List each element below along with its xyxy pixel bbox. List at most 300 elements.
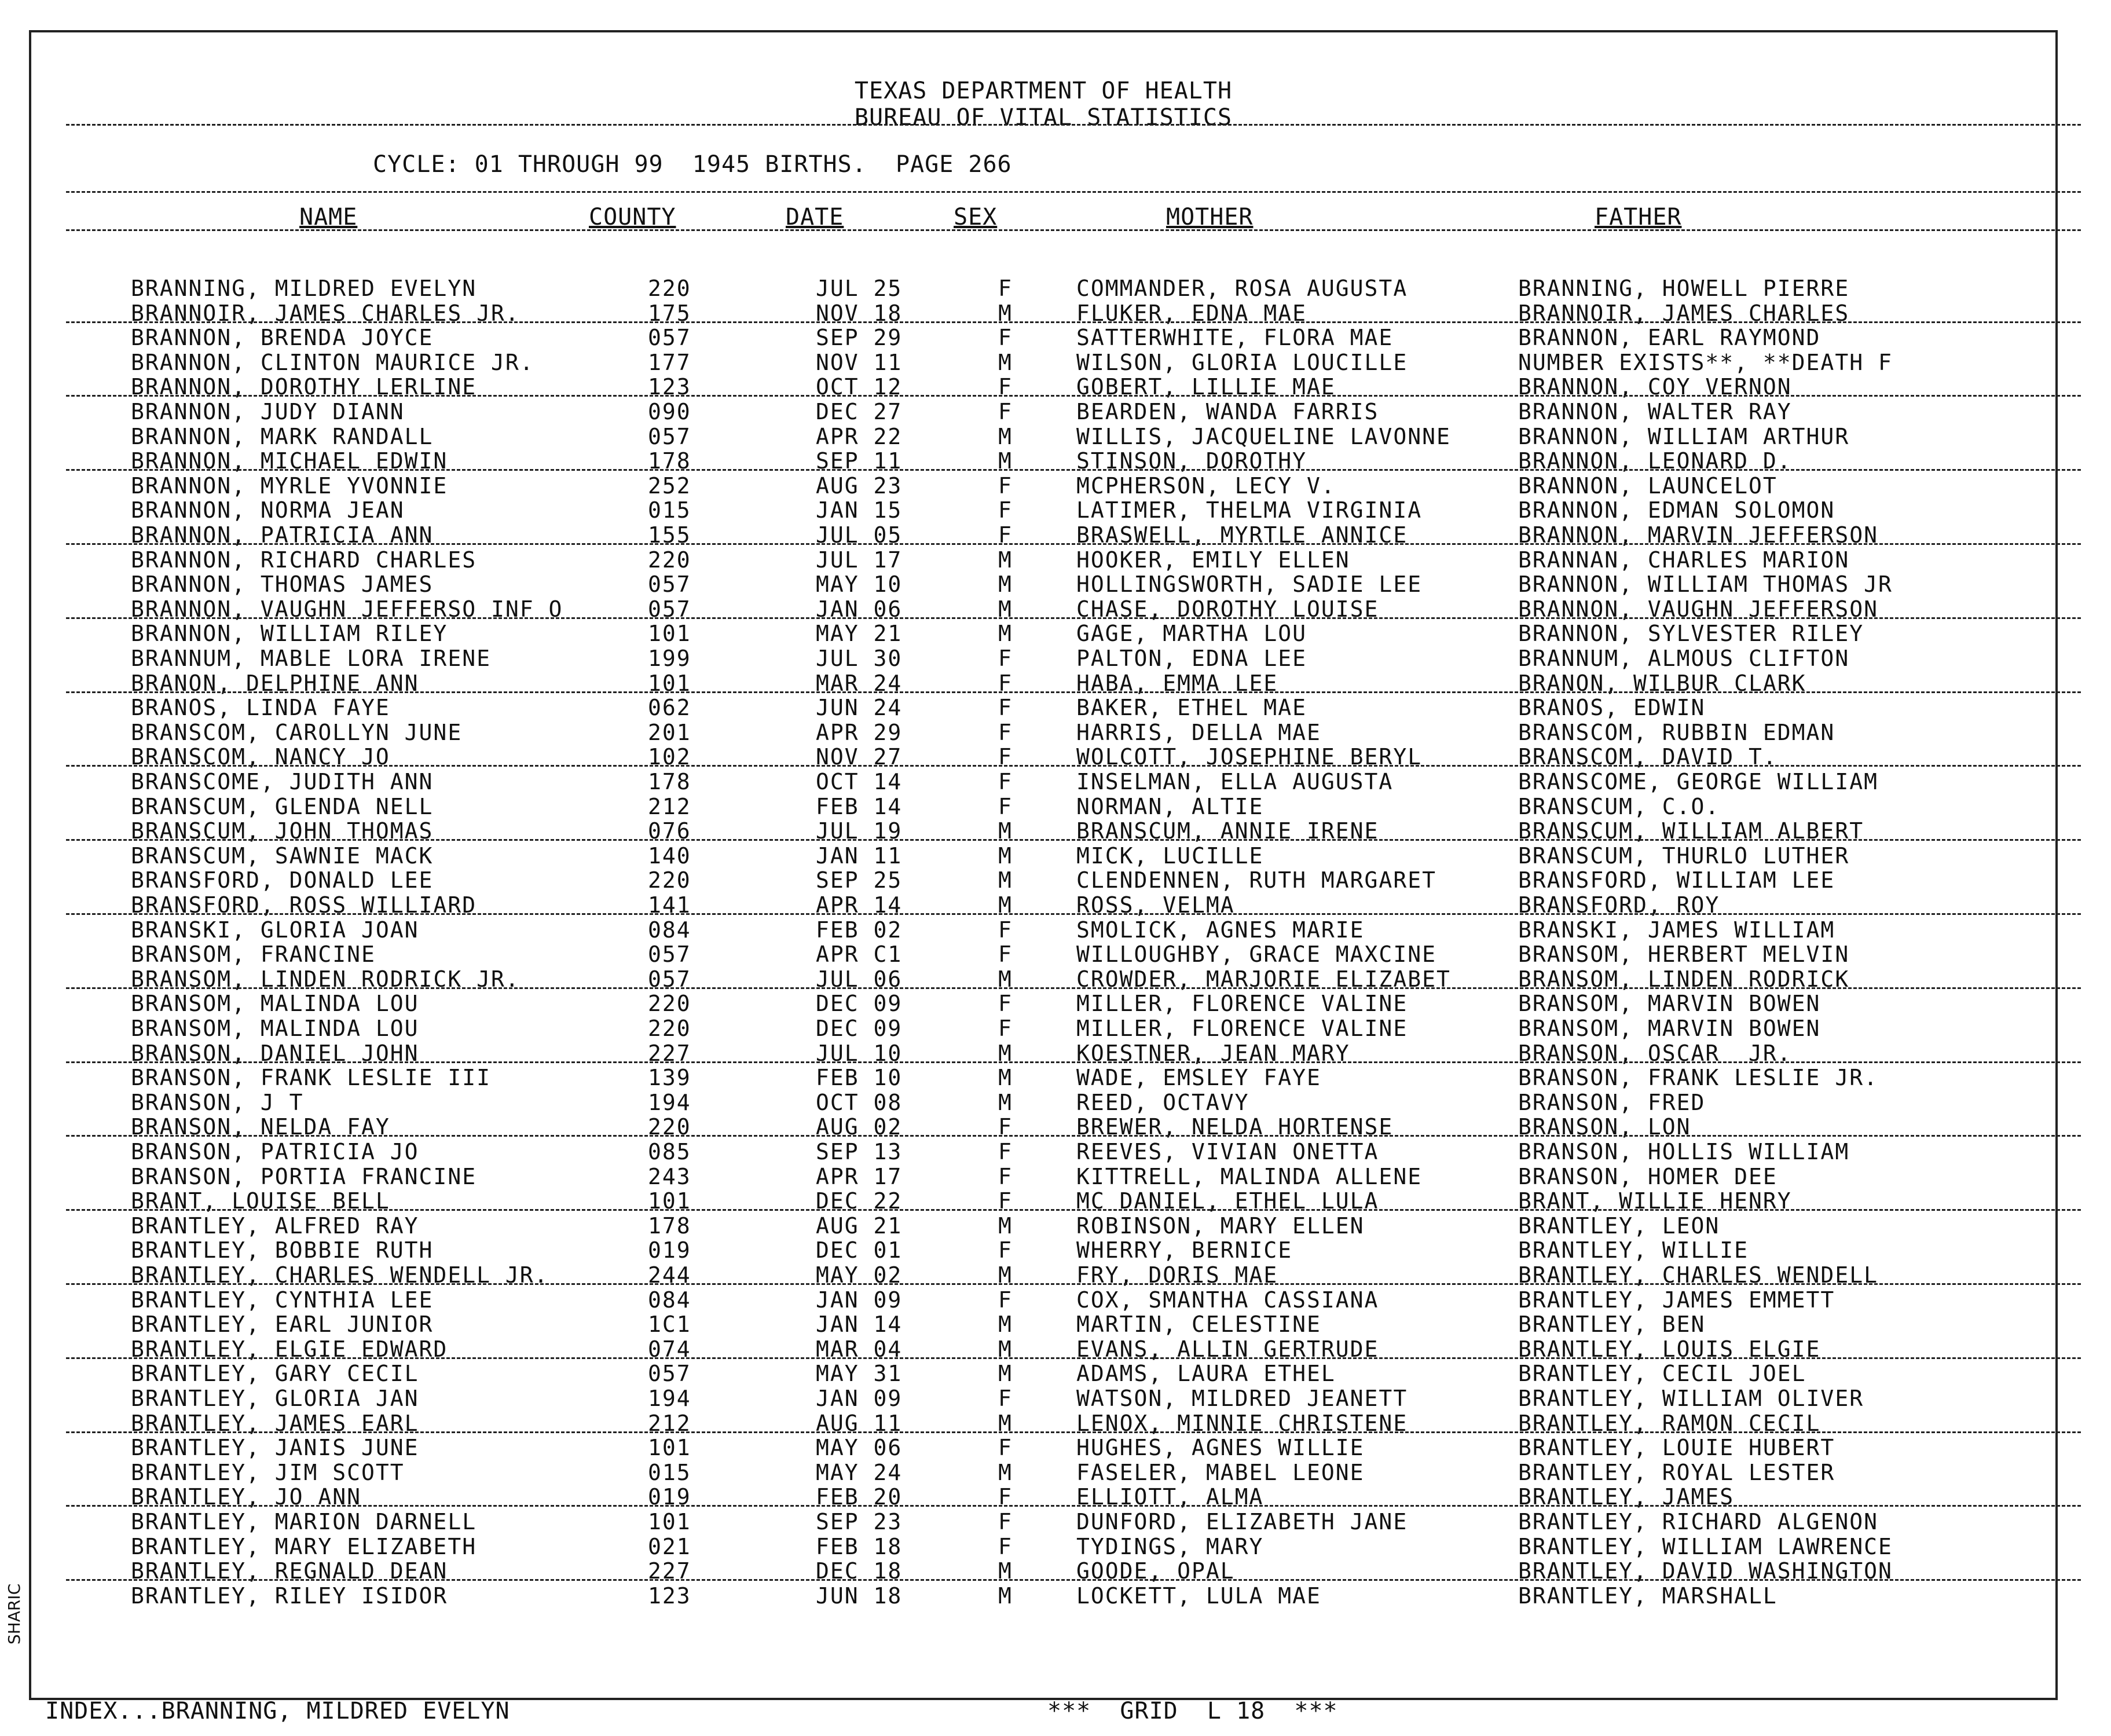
cell-date: FEB 02	[816, 917, 903, 943]
cell-date: FEB 20	[816, 1484, 903, 1510]
cell-date: AUG 21	[816, 1213, 903, 1239]
cell-sex: F	[998, 942, 1013, 968]
cell-sex: M	[998, 1336, 1013, 1362]
cell-date: MAY 31	[816, 1361, 903, 1387]
cell-county: 084	[648, 917, 691, 943]
table-row	[31, 1583, 2055, 1608]
cell-name: BRANTLEY, REGNALD DEAN	[131, 1558, 448, 1584]
cell-name: BRANTLEY, ALFRED RAY	[131, 1213, 419, 1239]
table-row	[31, 1139, 2055, 1164]
cell-county: 057	[648, 572, 691, 598]
table-row	[31, 473, 2055, 498]
column-header-father: FATHER	[1595, 204, 1682, 230]
cell-sex: M	[998, 1262, 1013, 1288]
cell-mother: TYDINGS, MARY	[1076, 1533, 1264, 1559]
cell-mother: WILLOUGHBY, GRACE MAXCINE	[1076, 942, 1436, 968]
cell-county: 101	[648, 621, 691, 647]
cell-sex: M	[998, 1361, 1013, 1387]
cell-father: BRANSOM, LINDEN RODRICK	[1518, 966, 1850, 992]
cell-date: APR 17	[816, 1163, 903, 1189]
cell-father: NUMBER EXISTS**, **DEATH F	[1518, 349, 1893, 375]
row-divider	[66, 1357, 2081, 1359]
cell-county: 199	[648, 646, 691, 671]
cell-name: BRANTLEY, CYNTHIA LEE	[131, 1287, 434, 1313]
cell-date: NOV 27	[816, 744, 903, 770]
cell-sex: M	[998, 448, 1013, 474]
cell-mother: MC DANIEL, ETHEL LULA	[1076, 1188, 1379, 1214]
table-row	[31, 350, 2055, 375]
cell-date: JUL 10	[816, 1040, 903, 1066]
cell-date: OCT 14	[816, 769, 903, 794]
cell-date: DEC 09	[816, 1016, 903, 1041]
cell-father: BRANNON, WILLIAM THOMAS JR	[1518, 572, 1893, 598]
cell-father: BRANSON, OSCAR JR.	[1518, 1040, 1792, 1066]
cell-date: JAN 09	[816, 1287, 903, 1313]
cell-date: FEB 18	[816, 1533, 903, 1559]
cell-father: BRANTLEY, LEON	[1518, 1213, 1720, 1239]
cell-father: BRANT, WILLIE HENRY	[1518, 1188, 1792, 1214]
cell-father: BRANNON, SYLVESTER RILEY	[1518, 621, 1864, 647]
table-row	[31, 572, 2055, 596]
cell-sex: M	[998, 300, 1013, 326]
cell-father: BRANSKI, JAMES WILLIAM	[1518, 917, 1835, 943]
cell-county: 227	[648, 1558, 691, 1584]
cell-father: BRANNUM, ALMOUS CLIFTON	[1518, 646, 1850, 671]
table-row	[31, 843, 2055, 868]
row-divider	[66, 1505, 2081, 1507]
cell-sex: M	[998, 423, 1013, 449]
cell-county: 220	[648, 1114, 691, 1140]
cell-father: BRANSCUM, C.O.	[1518, 793, 1720, 819]
cell-mother: REEVES, VIVIAN ONETTA	[1076, 1139, 1379, 1164]
cell-mother: HOOKER, EMILY ELLEN	[1076, 547, 1350, 573]
cell-father: BRANOS, EDWIN	[1518, 695, 1706, 721]
cell-county: 021	[648, 1533, 691, 1559]
cell-county: 194	[648, 1386, 691, 1411]
cell-name: BRANTLEY, CHARLES WENDELL JR.	[131, 1262, 549, 1288]
cell-name: BRANSON, FRANK LESLIE III	[131, 1065, 491, 1091]
cell-sex: F	[998, 769, 1013, 794]
cell-date: JAN 11	[816, 843, 903, 869]
cell-county: 220	[648, 276, 691, 301]
cell-date: AUG 23	[816, 473, 903, 499]
cell-mother: SMOLICK, AGNES MARIE	[1076, 917, 1365, 943]
cell-mother: FLUKER, EDNA MAE	[1076, 300, 1307, 326]
cell-date: MAR 24	[816, 670, 903, 696]
row-divider	[66, 321, 2081, 323]
cell-sex: M	[998, 572, 1013, 598]
cell-county: 019	[648, 1237, 691, 1263]
cell-name: BRANSCUM, GLENDA NELL	[131, 793, 434, 819]
cell-county: 212	[648, 1410, 691, 1436]
table-row	[31, 1386, 2055, 1411]
cell-mother: MCPHERSON, LECY V.	[1076, 473, 1336, 499]
cell-date: JUN 24	[816, 695, 903, 721]
cell-county: 062	[648, 695, 691, 721]
cell-name: BRANSON, J T	[131, 1089, 304, 1115]
cell-mother: CLENDENNEN, RUTH MARGARET	[1076, 867, 1436, 893]
cell-county: 139	[648, 1065, 691, 1091]
cell-name: BRANTLEY, GARY CECIL	[131, 1361, 419, 1387]
cell-sex: M	[998, 843, 1013, 869]
cell-date: JUL 30	[816, 646, 903, 671]
cell-date: AUG 02	[816, 1114, 903, 1140]
cell-name: BRANTLEY, GLORIA JAN	[131, 1386, 419, 1411]
cell-name: BRANON, DELPHINE ANN	[131, 670, 419, 696]
cell-county: 220	[648, 547, 691, 573]
column-header-mother: MOTHER	[1166, 204, 1254, 230]
cell-date: OCT 12	[816, 374, 903, 400]
cell-father: BRANTLEY, WILLIE	[1518, 1237, 1749, 1263]
cell-date: JUL 25	[816, 276, 903, 301]
cell-county: 090	[648, 399, 691, 424]
cell-name: BRANSCOME, JUDITH ANN	[131, 769, 434, 794]
cell-date: MAR 04	[816, 1336, 903, 1362]
cell-sex: M	[998, 1558, 1013, 1584]
row-divider	[66, 1431, 2081, 1433]
cell-name: BRANSOM, MALINDA LOU	[131, 991, 419, 1017]
cell-mother: GOBERT, LILLIE MAE	[1076, 374, 1336, 400]
cell-sex: F	[998, 325, 1013, 351]
cell-sex: F	[998, 1114, 1013, 1140]
cell-mother: HABA, EMMA LEE	[1076, 670, 1278, 696]
cell-name: BRANSFORD, DONALD LEE	[131, 867, 434, 893]
cell-date: NOV 18	[816, 300, 903, 326]
cell-sex: M	[998, 349, 1013, 375]
cell-name: BRANSOM, MALINDA LOU	[131, 1016, 419, 1041]
table-row	[31, 867, 2055, 892]
cell-sex: F	[998, 793, 1013, 819]
cell-county: 057	[648, 966, 691, 992]
cell-name: BRANNING, MILDRED EVELYN	[131, 276, 477, 301]
cell-name: BRANNON, THOMAS JAMES	[131, 572, 434, 598]
row-divider	[66, 1061, 2081, 1063]
cell-name: BRANTLEY, JAMES EARL	[131, 1410, 419, 1436]
bureau-title: BUREAU OF VITAL STATISTICS	[854, 104, 1233, 131]
cell-sex: M	[998, 1089, 1013, 1115]
table-row	[31, 1016, 2055, 1041]
cell-mother: INSELMAN, ELLA AUGUSTA	[1076, 769, 1394, 794]
cell-father: BRANTLEY, DAVID WASHINGTON	[1518, 1558, 1893, 1584]
cell-sex: M	[998, 818, 1013, 844]
cell-name: BRANNON, PATRICIA ANN	[131, 522, 434, 548]
row-divider	[66, 617, 2081, 619]
cell-father: BRANTLEY, CECIL JOEL	[1518, 1361, 1806, 1387]
cell-mother: FRY, DORIS MAE	[1076, 1262, 1278, 1288]
cell-mother: ROBINSON, MARY ELLEN	[1076, 1213, 1365, 1239]
cell-name: BRANSON, NELDA FAY	[131, 1114, 390, 1140]
cell-county: 057	[648, 423, 691, 449]
cell-name: BRANSCOM, NANCY JO	[131, 744, 390, 770]
cell-father: BRANNON, MARVIN JEFFERSON	[1518, 522, 1878, 548]
cell-mother: STINSON, DOROTHY	[1076, 448, 1307, 474]
table-row	[31, 1213, 2055, 1238]
cell-county: 057	[648, 596, 691, 622]
table-row	[31, 1435, 2055, 1460]
table-row	[31, 276, 2055, 301]
cell-name: BRANSOM, FRANCINE	[131, 942, 376, 968]
cell-date: SEP 11	[816, 448, 903, 474]
row-divider	[66, 1209, 2081, 1211]
cell-county: 101	[648, 1188, 691, 1214]
cell-sex: M	[998, 596, 1013, 622]
cell-county: 084	[648, 1287, 691, 1313]
cell-county: 1C1	[648, 1312, 691, 1338]
cell-date: JAN 06	[816, 596, 903, 622]
row-divider	[66, 987, 2081, 989]
cell-date: JAN 15	[816, 497, 903, 523]
cell-mother: EVANS, ALLIN GERTRUDE	[1076, 1336, 1379, 1362]
cell-mother: MILLER, FLORENCE VALINE	[1076, 991, 1408, 1017]
cell-father: BRANNON, COY VERNON	[1518, 374, 1792, 400]
cell-father: BRANON, WILBUR CLARK	[1518, 670, 1806, 696]
cell-county: 057	[648, 1361, 691, 1387]
table-row	[31, 1534, 2055, 1559]
cell-mother: GOODE, OPAL	[1076, 1558, 1235, 1584]
cell-date: JUL 05	[816, 522, 903, 548]
cell-sex: F	[998, 1435, 1013, 1461]
cell-mother: LOCKETT, LULA MAE	[1076, 1583, 1321, 1609]
cell-name: BRANSON, PORTIA FRANCINE	[131, 1163, 477, 1189]
table-row	[31, 1312, 2055, 1336]
cell-mother: KITTRELL, MALINDA ALLENE	[1076, 1163, 1423, 1189]
cell-date: JAN 14	[816, 1312, 903, 1338]
cell-date: FEB 10	[816, 1065, 903, 1091]
cell-name: BRANNON, JUDY DIANN	[131, 399, 405, 424]
cell-sex: F	[998, 1509, 1013, 1534]
cell-sex: M	[998, 1040, 1013, 1066]
cell-sex: F	[998, 399, 1013, 424]
cell-sex: F	[998, 1139, 1013, 1164]
cell-sex: M	[998, 1213, 1013, 1239]
cell-mother: WILSON, GLORIA LOUCILLE	[1076, 349, 1408, 375]
cell-father: BRANSCOM, DAVID T.	[1518, 744, 1778, 770]
cell-sex: F	[998, 1237, 1013, 1263]
cell-father: BRANTLEY, JAMES	[1518, 1484, 1735, 1510]
row-divider	[66, 469, 2081, 471]
cell-county: 101	[648, 670, 691, 696]
cell-mother: COX, SMANTHA CASSIANA	[1076, 1287, 1379, 1313]
cell-mother: HARRIS, DELLA MAE	[1076, 719, 1321, 745]
cell-name: BRANSON, PATRICIA JO	[131, 1139, 419, 1164]
cell-date: FEB 14	[816, 793, 903, 819]
cell-name: BRANSCOM, CAROLLYN JUNE	[131, 719, 463, 745]
cell-sex: F	[998, 1016, 1013, 1041]
cell-sex: F	[998, 670, 1013, 696]
cell-sex: F	[998, 917, 1013, 943]
cell-date: APR 29	[816, 719, 903, 745]
table-row	[31, 1509, 2055, 1534]
cell-name: BRANSKI, GLORIA JOAN	[131, 917, 419, 943]
cell-name: BRANSOM, LINDEN RODRICK JR.	[131, 966, 520, 992]
cell-county: 085	[648, 1139, 691, 1164]
cell-name: BRANTLEY, RILEY ISIDOR	[131, 1583, 448, 1609]
cell-date: APR C1	[816, 942, 903, 968]
grid-footer: *** GRID L 18 ***	[1047, 1698, 1338, 1724]
cell-mother: BEARDEN, WANDA FARRIS	[1076, 399, 1379, 424]
cell-name: BRANTLEY, ELGIE EDWARD	[131, 1336, 448, 1362]
cell-father: BRANSON, LON	[1518, 1114, 1691, 1140]
cell-sex: M	[998, 1065, 1013, 1091]
table-row	[31, 769, 2055, 794]
cell-county: 227	[648, 1040, 691, 1066]
cell-name: BRANNON, DOROTHY LERLINE	[131, 374, 477, 400]
cell-father: BRANNON, WILLIAM ARTHUR	[1518, 423, 1850, 449]
cell-mother: WATSON, MILDRED JEANETT	[1076, 1386, 1408, 1411]
cell-name: BRANTLEY, EARL JUNIOR	[131, 1312, 434, 1338]
cell-name: BRANSON, DANIEL JOHN	[131, 1040, 419, 1066]
cell-sex: F	[998, 695, 1013, 721]
cell-mother: NORMAN, ALTIE	[1076, 793, 1264, 819]
side-label: SHARIC	[5, 1583, 24, 1645]
cell-sex: F	[998, 374, 1013, 400]
cell-father: BRANNON, EDMAN SOLOMON	[1518, 497, 1835, 523]
cell-name: BRANNON, CLINTON MAURICE JR.	[131, 349, 534, 375]
table-row	[31, 720, 2055, 745]
table-row	[31, 621, 2055, 646]
cell-father: BRANTLEY, LOUIS ELGIE	[1518, 1336, 1821, 1362]
cell-mother: LENOX, MINNIE CHRISTENE	[1076, 1410, 1408, 1436]
table-row	[31, 1460, 2055, 1485]
cell-county: 101	[648, 1435, 691, 1461]
column-header-date: DATE	[786, 204, 844, 230]
cell-county: 201	[648, 719, 691, 745]
cell-mother: SATTERWHITE, FLORA MAE	[1076, 325, 1394, 351]
cell-date: OCT 08	[816, 1089, 903, 1115]
cell-county: 244	[648, 1262, 691, 1288]
cell-sex: M	[998, 1312, 1013, 1338]
cell-name: BRANSFORD, ROSS WILLIARD	[131, 892, 477, 918]
table-row	[31, 325, 2055, 350]
cell-name: BRANTLEY, JIM SCOTT	[131, 1459, 405, 1485]
cell-name: BRANNON, WILLIAM RILEY	[131, 621, 448, 647]
cell-name: BRANTLEY, MARY ELIZABETH	[131, 1533, 477, 1559]
cell-date: MAY 10	[816, 572, 903, 598]
divider	[66, 229, 2081, 231]
cell-county: 175	[648, 300, 691, 326]
cell-county: 194	[648, 1089, 691, 1115]
row-divider	[66, 395, 2081, 397]
cell-father: BRANSOM, HERBERT MELVIN	[1518, 942, 1850, 968]
cell-mother: BRANSCUM, ANNIE IRENE	[1076, 818, 1379, 844]
table-row	[31, 917, 2055, 942]
cell-name: BRANNUM, MABLE LORA IRENE	[131, 646, 491, 671]
cell-sex: F	[998, 991, 1013, 1017]
cell-county: 141	[648, 892, 691, 918]
row-divider	[66, 765, 2081, 767]
cell-father: BRANTLEY, BEN	[1518, 1312, 1706, 1338]
table-row	[31, 1361, 2055, 1386]
cell-father: BRANTLEY, WILLIAM OLIVER	[1518, 1386, 1864, 1411]
cell-county: 076	[648, 818, 691, 844]
cell-mother: ELLIOTT, ALMA	[1076, 1484, 1264, 1510]
cell-father: BRANSON, FRED	[1518, 1089, 1706, 1115]
cell-name: BRANT, LOUISE BELL	[131, 1188, 390, 1214]
cell-sex: F	[998, 1188, 1013, 1214]
agency-title: TEXAS DEPARTMENT OF HEALTH	[854, 78, 1233, 104]
cell-mother: REED, OCTAVY	[1076, 1089, 1249, 1115]
cell-county: 178	[648, 448, 691, 474]
cell-date: DEC 27	[816, 399, 903, 424]
cell-sex: F	[998, 1533, 1013, 1559]
cell-father: BRANSCUM, THURLO LUTHER	[1518, 843, 1850, 869]
table-row	[31, 942, 2055, 966]
cell-county: 015	[648, 497, 691, 523]
cell-mother: HUGHES, AGNES WILLIE	[1076, 1435, 1365, 1461]
table-row	[31, 1287, 2055, 1312]
cell-sex: F	[998, 1287, 1013, 1313]
cell-county: 220	[648, 991, 691, 1017]
cell-county: 057	[648, 325, 691, 351]
cell-mother: WILLIS, JACQUELINE LAVONNE	[1076, 423, 1451, 449]
cell-sex: M	[998, 1459, 1013, 1485]
cell-father: BRANTLEY, JAMES EMMETT	[1518, 1287, 1835, 1313]
cell-mother: ROSS, VELMA	[1076, 892, 1235, 918]
cell-mother: HOLLINGSWORTH, SADIE LEE	[1076, 572, 1423, 598]
cell-name: BRANOS, LINDA FAYE	[131, 695, 390, 721]
cell-date: APR 22	[816, 423, 903, 449]
cell-name: BRANSCUM, JOHN THOMAS	[131, 818, 434, 844]
cell-sex: M	[998, 1410, 1013, 1436]
cell-sex: F	[998, 522, 1013, 548]
cell-county: 220	[648, 867, 691, 893]
cell-father: BRANTLEY, LOUIE HUBERT	[1518, 1435, 1835, 1461]
cell-mother: LATIMER, THELMA VIRGINIA	[1076, 497, 1423, 523]
cell-name: BRANNON, MARK RANDALL	[131, 423, 434, 449]
table-row	[31, 1065, 2055, 1090]
cell-county: 140	[648, 843, 691, 869]
cell-date: JUL 19	[816, 818, 903, 844]
cell-date: AUG 11	[816, 1410, 903, 1436]
cell-name: BRANTLEY, JANIS JUNE	[131, 1435, 419, 1461]
table-row	[31, 547, 2055, 572]
cell-county: 252	[648, 473, 691, 499]
cell-father: BRANNON, LEONARD D.	[1518, 448, 1792, 474]
table-row	[31, 1237, 2055, 1262]
cell-date: SEP 23	[816, 1509, 903, 1534]
cell-father: BRANSFORD, ROY	[1518, 892, 1720, 918]
cell-father: BRANTLEY, WILLIAM LAWRENCE	[1518, 1533, 1893, 1559]
cell-mother: WHERRY, BERNICE	[1076, 1237, 1293, 1263]
cell-mother: BAKER, ETHEL MAE	[1076, 695, 1307, 721]
page-frame	[29, 30, 2058, 1724]
cell-sex: M	[998, 547, 1013, 573]
cell-mother: WOLCOTT, JOSEPHINE BERYL	[1076, 744, 1423, 770]
cell-date: JUN 18	[816, 1583, 903, 1609]
cell-mother: BREWER, NELDA HORTENSE	[1076, 1114, 1394, 1140]
cell-mother: MICK, LUCILLE	[1076, 843, 1264, 869]
table-row	[31, 695, 2055, 720]
cell-sex: M	[998, 892, 1013, 918]
cell-date: MAY 21	[816, 621, 903, 647]
cell-name: BRANNON, VAUGHN JEFFERSO INF O	[131, 596, 563, 622]
cell-father: BRANSFORD, WILLIAM LEE	[1518, 867, 1835, 893]
cell-sex: F	[998, 719, 1013, 745]
table-row	[31, 1164, 2055, 1189]
cell-county: 178	[648, 769, 691, 794]
cell-date: DEC 18	[816, 1558, 903, 1584]
cell-county: 178	[648, 1213, 691, 1239]
column-header-name: NAME	[299, 204, 358, 230]
cell-county: 101	[648, 1509, 691, 1534]
cell-father: BRANSCOM, RUBBIN EDMAN	[1518, 719, 1835, 745]
cell-father: BRANNON, WALTER RAY	[1518, 399, 1792, 424]
cell-name: BRANTLEY, MARION DARNELL	[131, 1509, 477, 1534]
cell-father: BRANNOIR, JAMES CHARLES	[1518, 300, 1850, 326]
cell-name: BRANNON, MICHAEL EDWIN	[131, 448, 448, 474]
cell-name: BRANSCUM, SAWNIE MACK	[131, 843, 434, 869]
cell-sex: M	[998, 1583, 1013, 1609]
